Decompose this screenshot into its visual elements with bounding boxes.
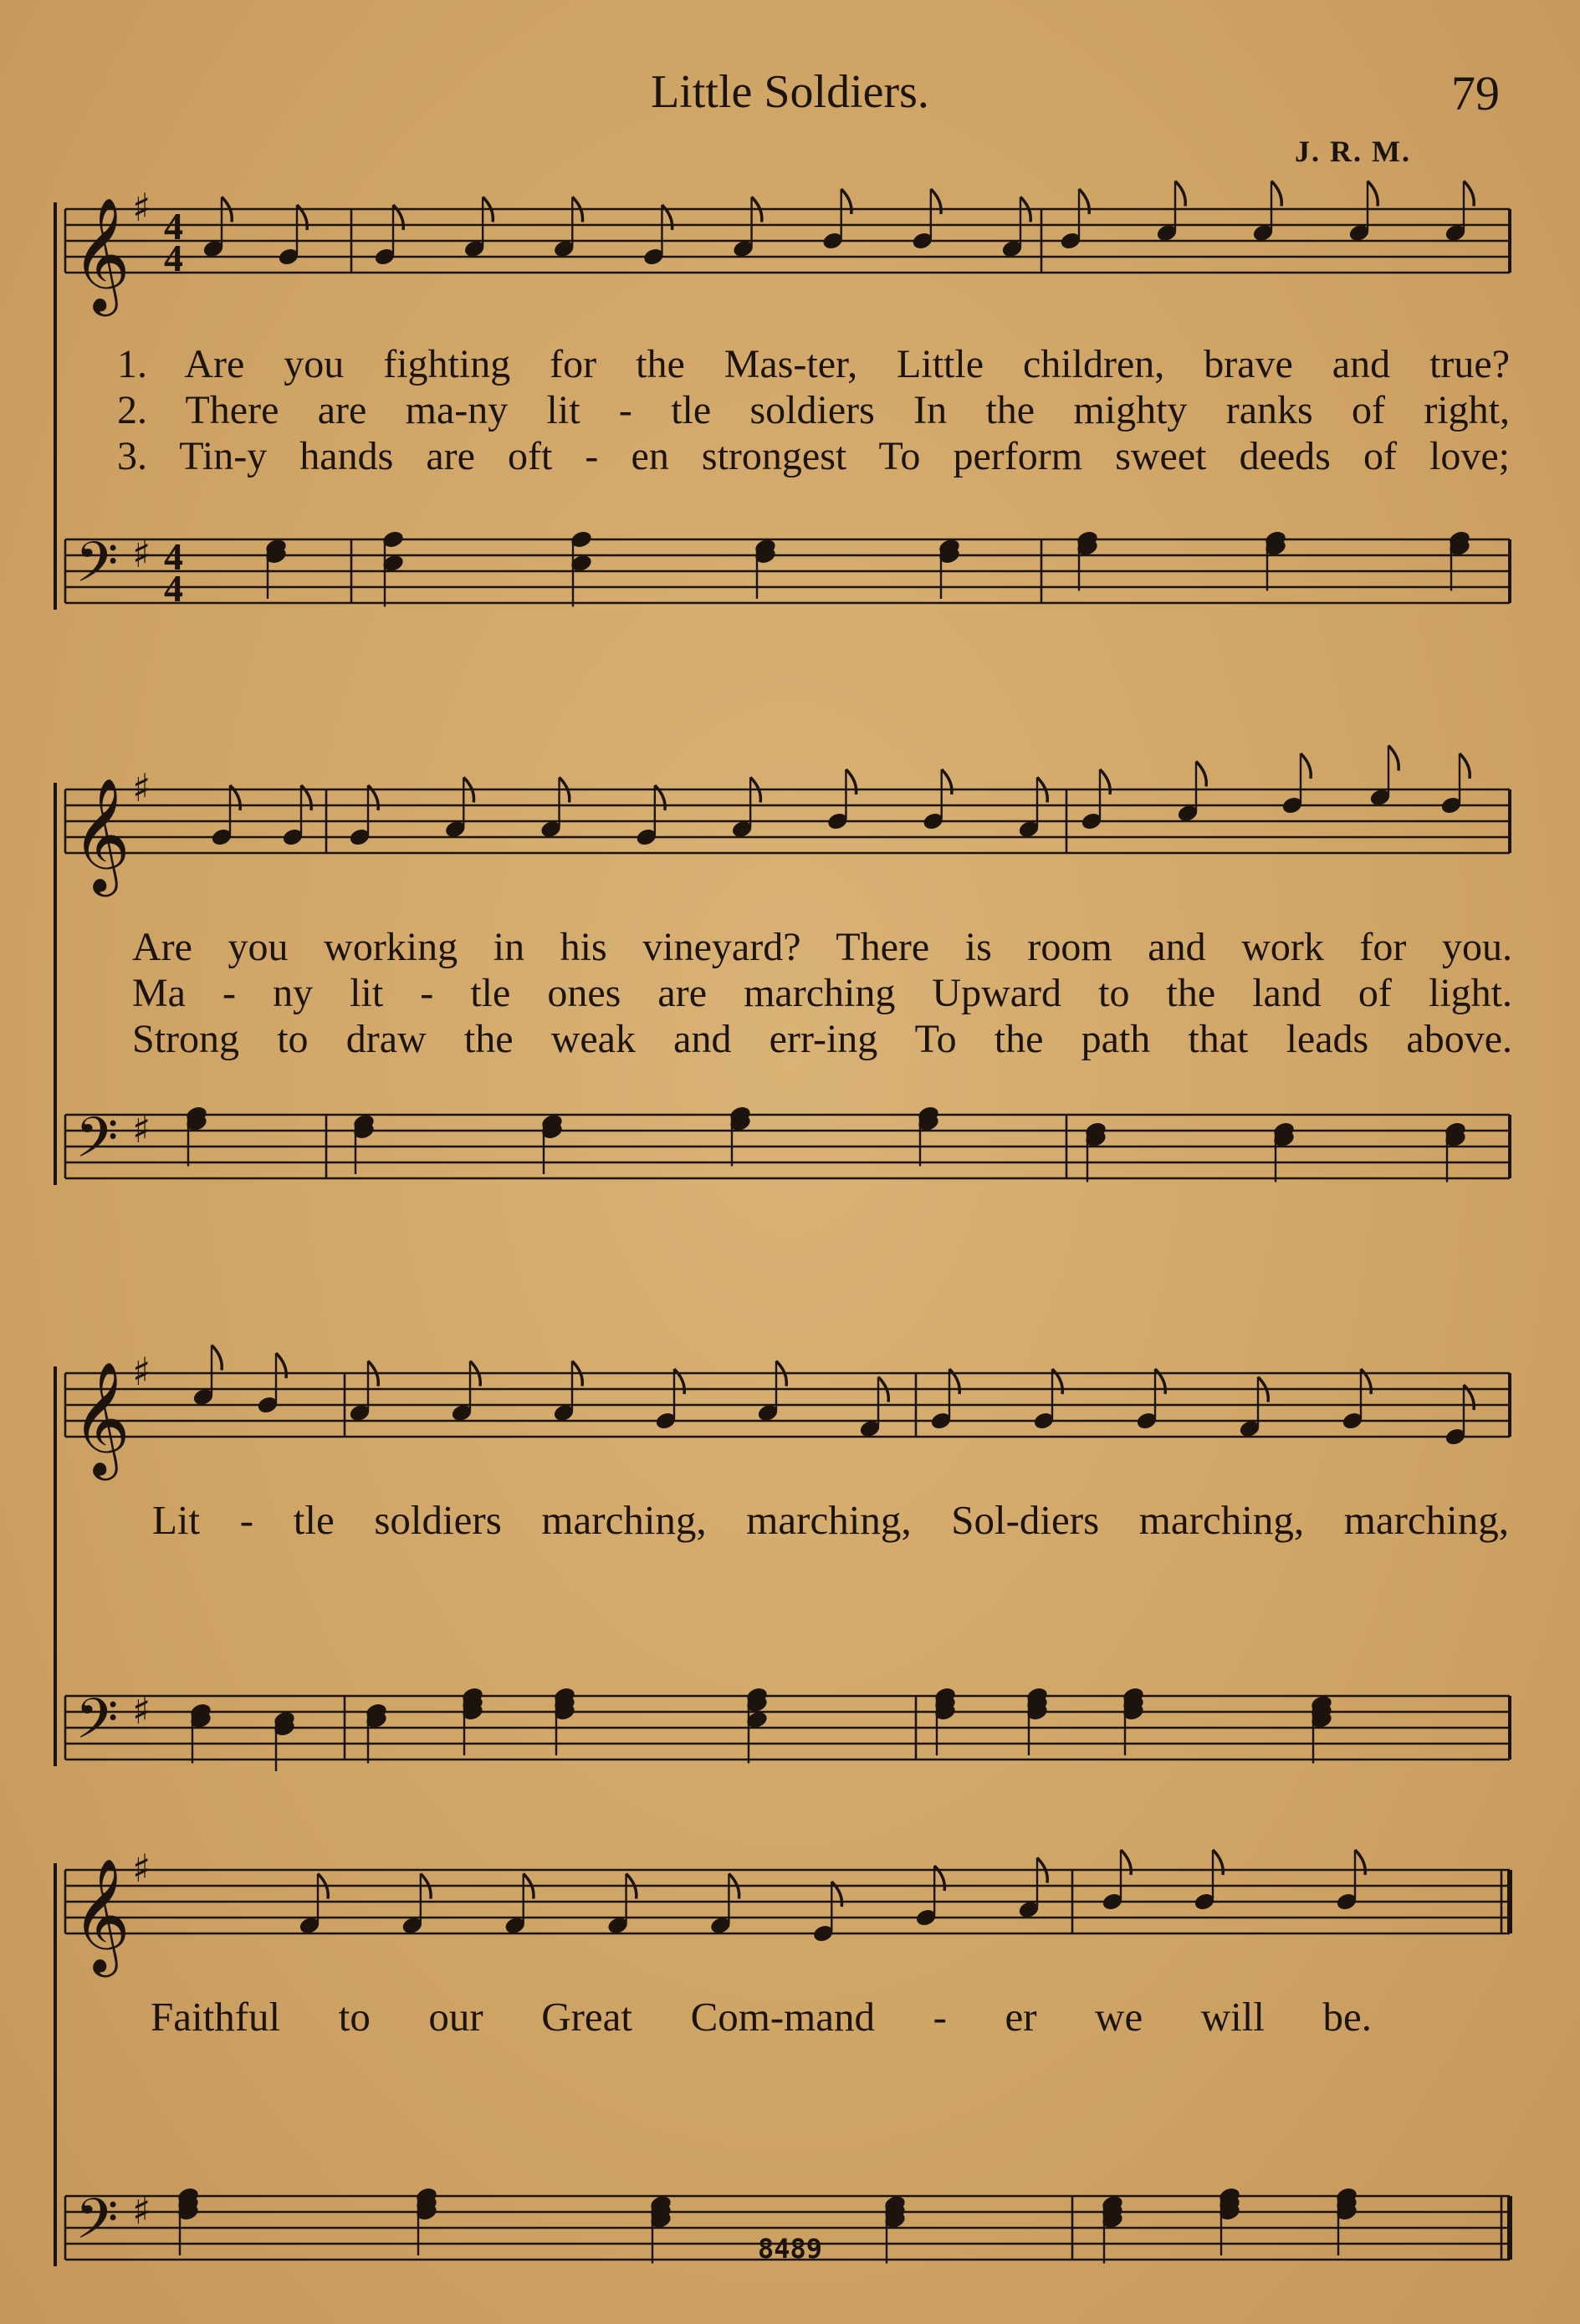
sharp-icon: ♯ — [132, 185, 151, 230]
sharp-icon: ♯ — [132, 765, 151, 810]
lyric-line: 1. Are you fighting for the Mas-ter, Little children, brave and true? — [117, 342, 1510, 386]
note-flag — [931, 189, 941, 214]
note-flag — [841, 189, 851, 214]
lyric-line: 3. Tin-y hands are oft - en strongest To perform sweet deeds of love; — [117, 434, 1510, 478]
plate-number: 8489 — [757, 2233, 823, 2265]
treble-clef-icon: 𝄞 — [72, 776, 130, 891]
lyric-line: 2. There are ma-ny lit - tle soldiers In the mighty ranks of right, — [117, 388, 1510, 432]
sharp-icon: ♯ — [132, 531, 151, 576]
note-flag — [1175, 181, 1185, 207]
lyric-line: Faithful to our Great Com-mand - er we will be. — [151, 1994, 1372, 2040]
note-flag — [1196, 762, 1206, 787]
lyrics-system-3 — [152, 1497, 1509, 1543]
sharp-icon: ♯ — [132, 1688, 151, 1733]
note-flag — [942, 769, 952, 794]
note-flag — [1460, 753, 1470, 779]
treble-clef-icon: 𝄞 — [72, 1857, 130, 1972]
page-title: Little Soldiers. — [651, 66, 929, 118]
time-signature-bottom: 4 — [164, 567, 183, 610]
sharp-icon: ♯ — [132, 1349, 151, 1394]
lyric-line: Are you working in his vineyard? There is room and work for you. — [132, 925, 1512, 969]
lyric-line: Lit - tle soldiers marching, marching, Sol-diers marching, marching, — [152, 1497, 1509, 1543]
page-number: 79 — [1451, 66, 1500, 120]
time-signature-top: 4 — [164, 535, 183, 578]
note-flag — [1355, 1850, 1365, 1875]
sharp-icon: ♯ — [132, 2188, 151, 2233]
note-flag — [1388, 746, 1398, 771]
lyrics-system-2 — [132, 924, 1512, 1062]
lyric-line: Ma - ny lit - tle ones are marching Upward to the land of light. — [132, 971, 1512, 1015]
note-flag — [1464, 181, 1474, 207]
time-signature-bottom: 4 — [164, 237, 183, 279]
note-flag — [1301, 753, 1311, 779]
note-flag — [1271, 181, 1281, 207]
note-flag — [1100, 769, 1110, 794]
bass-clef-icon: 𝄢 — [75, 530, 119, 608]
note-flag — [1213, 1850, 1223, 1875]
bass-clef-icon: 𝄢 — [75, 1106, 119, 1183]
note-flag — [1079, 189, 1089, 214]
sharp-icon: ♯ — [132, 1106, 151, 1152]
bass-clef-icon: 𝄢 — [75, 1687, 119, 1765]
time-signature-top: 4 — [164, 205, 183, 248]
note-flag — [1121, 1850, 1131, 1875]
lyrics-system-4 — [151, 1994, 1372, 2040]
lyric-line: Strong to draw the weak and err-ing To the path that leads above. — [132, 1017, 1512, 1061]
bass-clef-icon: 𝄢 — [75, 2187, 119, 2265]
note-flag — [1368, 181, 1378, 207]
treble-clef-icon: 𝄞 — [72, 196, 130, 311]
note-flag — [276, 1353, 286, 1378]
note-flag — [846, 769, 856, 794]
lyrics-system-1 — [117, 341, 1510, 479]
sharp-icon: ♯ — [132, 1846, 151, 1891]
composer-initials: J. R. M. — [1295, 135, 1411, 168]
note-flag — [212, 1346, 222, 1371]
treble-clef-icon: 𝄞 — [72, 1360, 130, 1475]
